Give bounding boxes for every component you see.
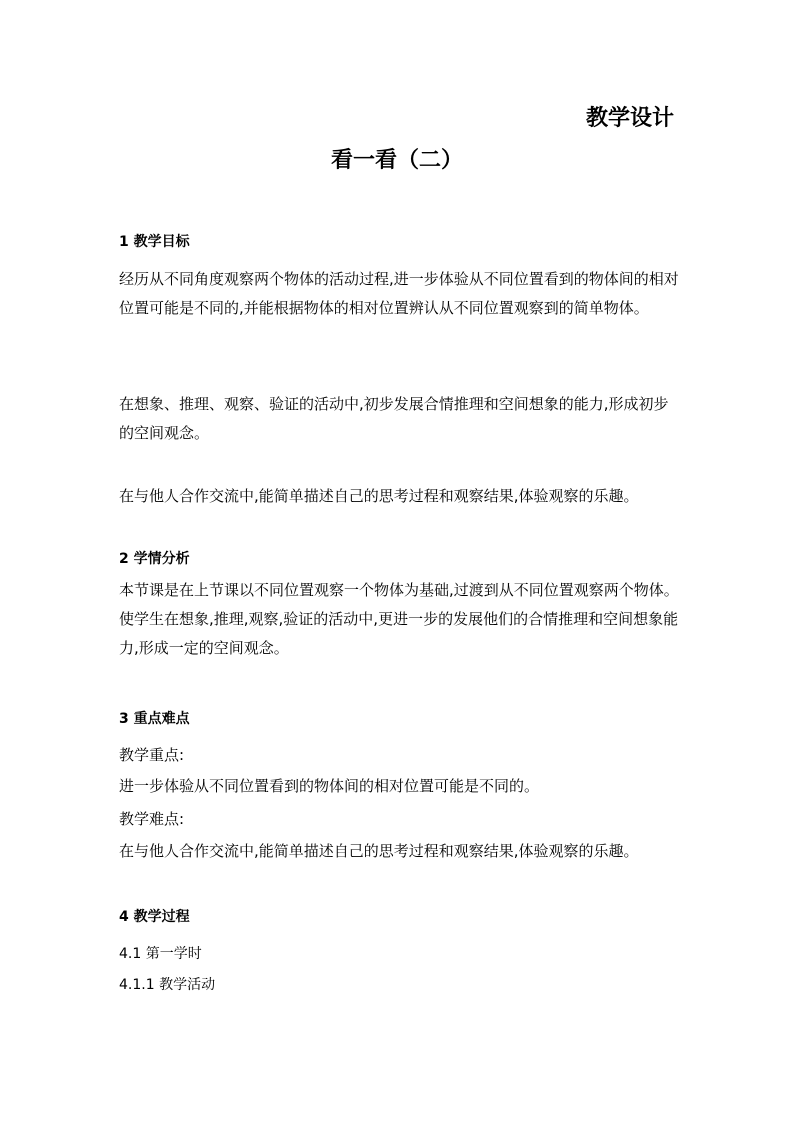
subsection-heading: 4.1.1 教学活动 [119, 977, 216, 993]
difficulty-text: 在与他人合作交流中,能简单描述自己的思考过程和观察结果,体验观察的乐趣。 [119, 842, 639, 860]
section-heading-teaching-process: 4 教学过程 [119, 909, 190, 925]
section-heading-student-analysis: 2 学情分析 [119, 551, 190, 567]
key-point-text: 进一步体验从不同位置看到的物体间的相对位置可能是不同的。 [119, 777, 540, 795]
section-heading-key-points: 3 重点难点 [119, 711, 190, 727]
document-subtitle: 看一看（二） [330, 147, 463, 173]
paragraph: 经历从不同角度观察两个物体的活动过程,进一步体验从不同位置看到的物体间的相对位置可能是不同的,并能根据物体的相对位置辨认从不同位置观察到的简单物体。 [119, 270, 679, 317]
paragraph: 在与他人合作交流中,能简单描述自己的思考过程和观察结果,体验观察的乐趣。 [119, 487, 639, 505]
key-point-label: 教学重点: [119, 746, 185, 764]
document-title: 教学设计 [585, 105, 674, 131]
subsection-heading: 4.1 第一学时 [119, 946, 202, 962]
paragraph: 在想象、推理、观察、验证的活动中,初步发展合情推理和空间想象的能力,形成初步的空间观念。 [119, 395, 669, 442]
paragraph: 本节课是在上节课以不同位置观察一个物体为基础,过渡到从不同位置观察两个物体。使学生在想象,推理,观察,验证的活动中,更进一步的发展他们的合情推理和空间想象能力,形成一定的空间观念。 [119, 581, 679, 657]
section-heading-teaching-goals: 1 教学目标 [119, 234, 190, 250]
difficulty-label: 教学难点: [119, 810, 185, 828]
